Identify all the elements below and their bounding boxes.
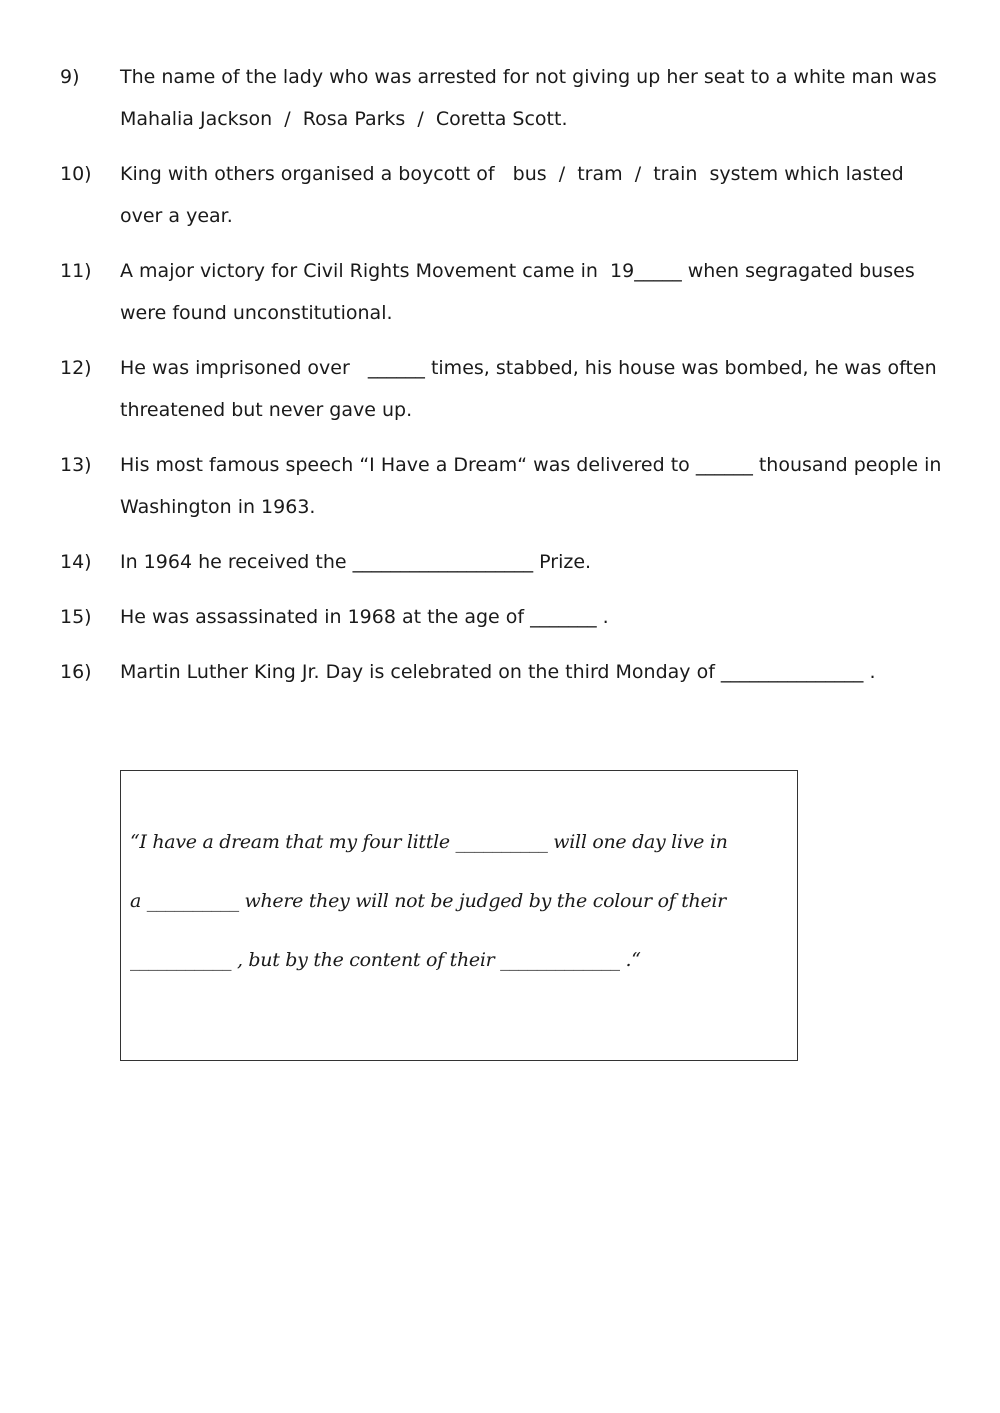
dream-quote-box <box>120 770 798 1061</box>
question-number: 16) <box>60 661 92 683</box>
question-number: 9) <box>60 66 80 88</box>
quote-line-3: ___________ , but by the content of their _____________ .“ <box>130 949 641 971</box>
question-15 <box>60 596 950 638</box>
question-12 <box>60 347 950 431</box>
question-9 <box>60 56 950 140</box>
question-number: 15) <box>60 606 92 628</box>
question-number: 14) <box>60 551 92 573</box>
question-11 <box>60 250 950 334</box>
question-number: 13) <box>60 454 92 476</box>
question-text: His most famous speech “I Have a Dream“ was delivered to ______ thousand people in Washington in 1963. <box>120 454 942 518</box>
question-list <box>60 56 950 706</box>
question-text: A major victory for Civil Rights Movement came in 19_____ when segragated buses were found unconstitutional. <box>120 260 915 324</box>
question-text: He was assassinated in 1968 at the age of _______ . <box>120 606 609 628</box>
question-13 <box>60 444 950 528</box>
question-10 <box>60 153 950 237</box>
question-text: In 1964 he received the ___________________ Prize. <box>120 551 592 573</box>
question-text: He was imprisoned over ______ times, stabbed, his house was bombed, he was often threatened but never gave up. <box>120 357 937 421</box>
question-16 <box>60 651 950 693</box>
question-number: 10) <box>60 163 92 185</box>
question-number: 11) <box>60 260 92 282</box>
question-text: Martin Luther King Jr. Day is celebrated on the third Monday of _______________ . <box>120 661 876 683</box>
question-14 <box>60 541 950 583</box>
question-text: The name of the lady who was arrested for not giving up her seat to a white man was Mahalia Jackson / Rosa Parks / Coretta Scott. <box>120 66 937 130</box>
question-number: 12) <box>60 357 92 379</box>
quote-line-1: “I have a dream that my four little __________ will one day live in <box>130 831 728 853</box>
question-text: King with others organised a boycott of bus / tram / train system which lasted over a year. <box>120 163 904 227</box>
quote-line-2: a __________ where they will not be judged by the colour of their <box>130 890 726 912</box>
